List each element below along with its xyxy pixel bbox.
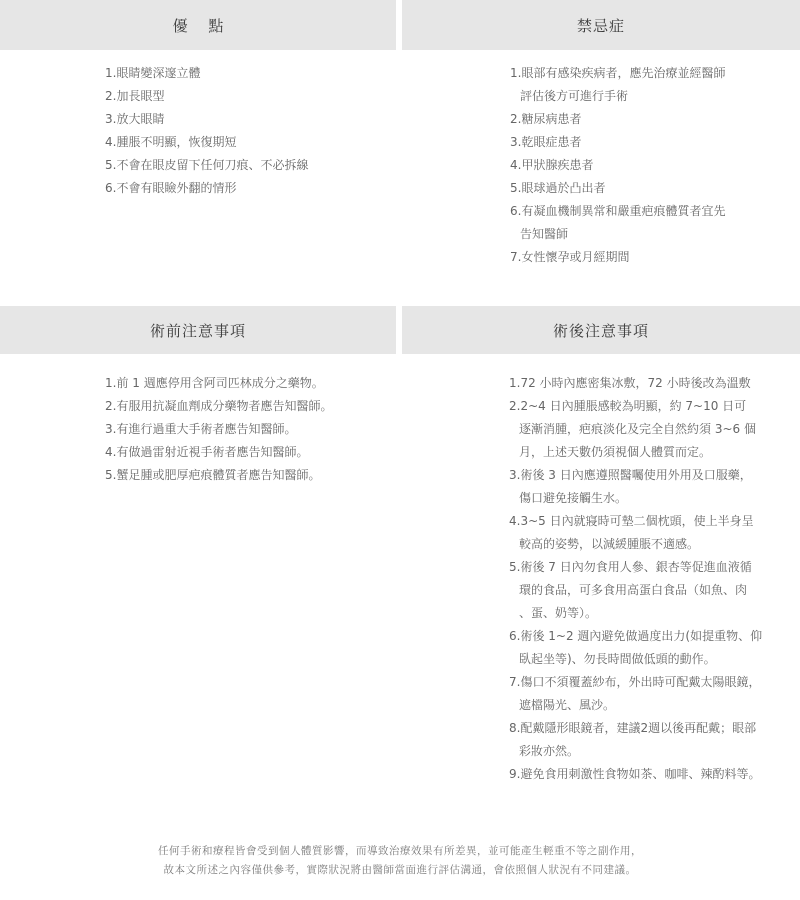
list-item-text: 4.腫脹不明顯，恢復期短	[105, 135, 237, 149]
list-item	[105, 177, 308, 200]
list-item-text: 4.甲狀腺疾患者	[510, 158, 594, 172]
list-item-text: 1.72 小時內應密集冰敷，72 小時後改為溫敷	[509, 376, 751, 390]
advantages-header	[0, 0, 396, 50]
list-item-text: 3.有進行過重大手術者應告知醫師。	[105, 422, 297, 436]
list-item-text: 6.有凝血機制異常和嚴重疤痕體質者宜先	[510, 204, 726, 218]
disclaimer-line-2: 故本文所述之內容僅供參考，實際狀況將由醫師當面進行評估溝通，會依照個人狀況有不同建議。	[163, 864, 637, 876]
list-item	[509, 763, 762, 786]
list-item	[105, 418, 332, 441]
list-item-text: 1.眼睛變深邃立體	[105, 66, 201, 80]
list-item-continuation: 告知醫師	[520, 227, 569, 241]
list-item-text: 3.放大眼睛	[105, 112, 165, 126]
list-item-continuation: 環的食品，可多食用高蛋白食品（如魚、肉	[519, 583, 748, 597]
list-item	[105, 395, 332, 418]
list-item-text: 9.避免食用刺激性食物如茶、咖啡、辣酌料等。	[509, 767, 761, 781]
list-item	[105, 131, 308, 154]
postop-header	[402, 306, 800, 354]
list-item-text: 3.術後 3 日內應遵照醫囑使用外用及口服藥，	[509, 468, 752, 482]
list-item	[510, 108, 725, 131]
list-item-continuation: 臥起坐等)、勿長時間做低頭的動作。	[519, 652, 716, 666]
postop-title: 術後注意事項	[552, 321, 649, 340]
disclaimer-line-1: 任何手術和療程皆會受到個人體質影響，而導致治療效果有所差異，並可能產生輕重不等之副作用，	[158, 845, 642, 857]
list-item-continuation: 遮檔陽光、風沙。	[519, 698, 616, 712]
list-item	[509, 625, 762, 671]
list-item-text: 3.乾眼症患者	[510, 135, 582, 149]
contraindications-list	[510, 62, 725, 269]
list-item	[509, 717, 762, 763]
list-item-text: 2.有服用抗凝血劑成分藥物者應告知醫師。	[105, 399, 333, 413]
list-item	[510, 154, 725, 177]
list-item-text: 7.女性懷孕或月經期間	[510, 250, 630, 264]
list-item-text: 5.蟹足腫或肥厚疤痕體質者應告知醫師。	[105, 468, 321, 482]
list-item	[510, 246, 725, 269]
list-item-continuation: 傷口避免接觸生水。	[519, 491, 628, 505]
list-item	[510, 62, 725, 108]
list-item	[510, 200, 725, 246]
list-item	[510, 131, 725, 154]
list-item-text: 5.不會在眼皮留下任何刀痕、不必拆線	[105, 158, 309, 172]
list-item-text: 2.糖尿病患者	[510, 112, 582, 126]
list-item	[105, 85, 308, 108]
preop-title: 術前注意事項	[149, 321, 246, 340]
list-item	[509, 372, 762, 395]
list-item	[509, 395, 762, 464]
list-item	[105, 154, 308, 177]
list-item	[509, 464, 762, 510]
preop-header	[0, 306, 396, 354]
list-item-text: 6.術後 1~2 週內避免做過度出力(如提重物、仰	[509, 629, 763, 643]
list-item	[509, 556, 762, 625]
list-item-continuation: 彩妝亦然。	[519, 744, 580, 758]
list-item	[105, 62, 308, 85]
list-item-text: 5.術後 7 日內勿食用人參、銀杏等促進血液循	[509, 560, 752, 574]
list-item-text: 4.3~5 日內就寢時可墊二個枕頭，使上半身呈	[509, 514, 754, 528]
contraindications-header	[402, 0, 800, 50]
advantages-list	[105, 62, 308, 200]
list-item	[105, 108, 308, 131]
list-item-text: 2.2~4 日內腫脹感較為明顯，約 7~10 日可	[509, 399, 747, 413]
list-item-text: 6.不會有眼瞼外翻的情形	[105, 181, 237, 195]
list-item-text: 4.有做過雷射近視手術者應告知醫師。	[105, 445, 309, 459]
list-item-text: 8.配戴隱形眼鏡者，建議2週以後再配戴；眼部	[509, 721, 757, 735]
list-item	[509, 510, 762, 556]
advantages-title: 優 點	[172, 16, 232, 35]
list-item-text: 7.傷口不須覆蓋紗布，外出時可配戴太陽眼鏡，	[509, 675, 761, 689]
list-item-continuation: 月，上述天數仍須視個人體質而定。	[519, 445, 712, 459]
list-item-continuation: 、蛋、奶等）。	[519, 606, 598, 620]
list-item-text: 1.眼部有感染疾病者，應先治療並經醫師	[510, 66, 726, 80]
list-item	[510, 177, 725, 200]
list-item-text: 5.眼球過於凸出者	[510, 181, 606, 195]
postop-list	[509, 372, 762, 786]
list-item	[509, 671, 762, 717]
list-item-continuation: 較高的姿勢，以減緩腫脹不適感。	[519, 537, 700, 551]
list-item-continuation: 逐漸消腫，疤痕淡化及完全自然約須 3~6 個	[519, 422, 756, 436]
preop-list	[105, 372, 332, 487]
list-item-text: 2.加長眼型	[105, 89, 165, 103]
list-item-continuation: 評估後方可進行手術	[520, 89, 629, 103]
contraindications-title: 禁忌症	[576, 16, 625, 35]
list-item	[105, 464, 332, 487]
list-item-text: 1.前 1 週應停用含阿司匹林成分之藥物。	[105, 376, 324, 390]
list-item	[105, 372, 332, 395]
list-item	[105, 441, 332, 464]
